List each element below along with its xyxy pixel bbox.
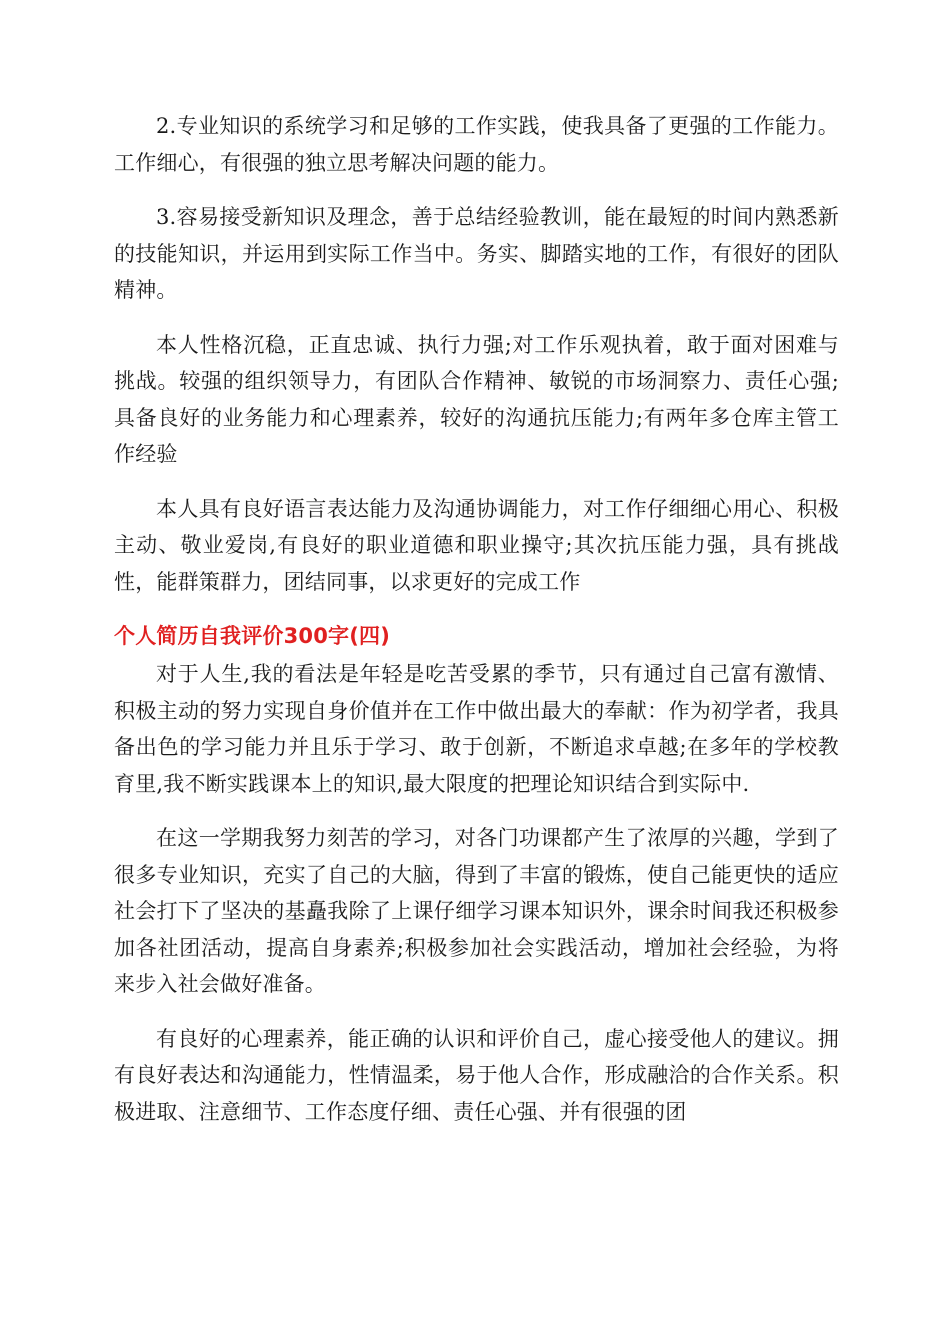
document-page	[114, 108, 839, 1148]
section-heading: 个人简历自我评价300字(四)	[114, 624, 391, 648]
paragraph-3: 本人性格沉稳，正直忠诚、执行力强;对工作乐观执着，敢于面对困难与挑战。较强的组织领导力，有团队合作精神、敏锐的市场洞察力、责任心强;具备良好的业务能力和心理素养，较好的沟通抗压能力;有两年多仓库主管工作经验	[114, 332, 839, 466]
paragraph-1: 2.专业知识的系统学习和足够的工作实践，使我具备了更强的工作能力。工作细心，有很强的独立思考解决问题的能力。	[114, 114, 839, 175]
paragraph-6: 在这一学期我努力刻苦的学习，对各门功课都产生了浓厚的兴趣，学到了很多专业知识，充实了自己的大脑，得到了丰富的锻炼，使自己能更快的适应社会打下了坚决的基矗我除了上课仔细学习课本知识外，课余时间我还积极参加各社团活动，提高自身素养;积极参加社会实践活动，增加社会经验，为将来步入社会做好准备。	[114, 826, 839, 996]
paragraph-5: 对于人生,我的看法是年轻是吃苦受累的季节，只有通过自己富有激情、积极主动的努力实现自身价值并在工作中做出最大的奉献：作为初学者，我具备出色的学习能力并且乐于学习、敢于创新，不断追求卓越;在多年的学校教育里,我不断实践课本上的知识,最大限度的把理论知识结合到实际中.	[114, 662, 839, 796]
paragraph-7: 有良好的心理素养，能正确的认识和评价自己，虚心接受他人的建议。拥有良好表达和沟通能力，性情温柔，易于他人合作，形成融洽的合作关系。积极进取、注意细节、工作态度仔细、责任心强、并有很强的团	[114, 1026, 839, 1124]
paragraph-2: 3.容易接受新知识及理念，善于总结经验教训，能在最短的时间内熟悉新的技能知识，并运用到实际工作当中。务实、脚踏实地的工作，有很好的团队精神。	[114, 205, 839, 302]
paragraph-4: 本人具有良好语言表达能力及沟通协调能力，对工作仔细细心用心、积极主动、敬业爱岗,有良好的职业道德和职业操守;其次抗压能力强，具有挑战性，能群策群力，团结同事，以求更好的完成工作	[114, 496, 839, 594]
